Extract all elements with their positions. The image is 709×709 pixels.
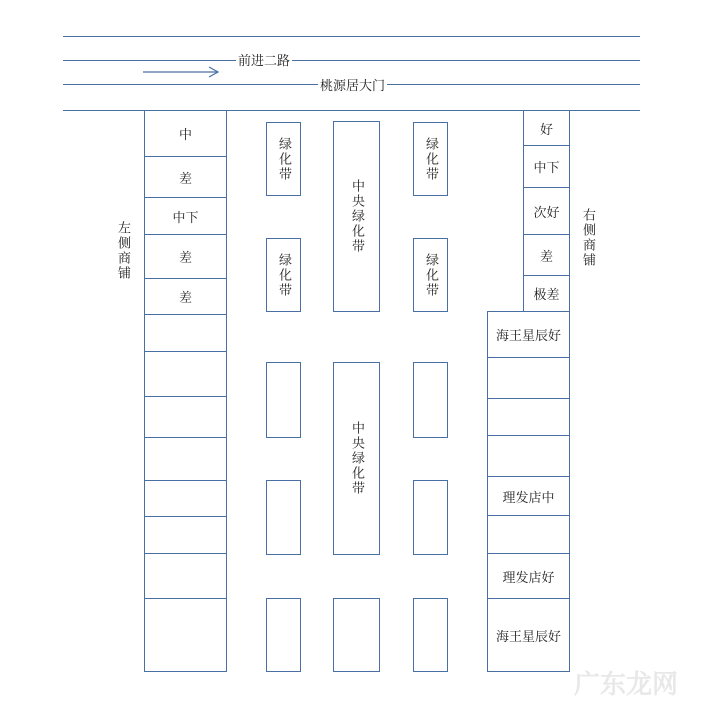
left-shop-1: 中 (144, 110, 227, 157)
left-shop-9 (144, 437, 227, 481)
direction-arrow-icon (143, 66, 223, 78)
left-shops-label: 左侧商铺 (115, 221, 130, 281)
right-shop-upper-4: 差 (523, 234, 570, 276)
road-name: 前进二路 (236, 50, 292, 69)
central-green-belt-2: 中央绿化带 (333, 362, 380, 555)
left-shop-4: 差 (144, 234, 227, 279)
left-shop-2: 差 (144, 156, 227, 198)
left-shop-12 (144, 553, 227, 599)
road-line-1 (63, 36, 640, 37)
right-shops-label: 右侧商铺 (580, 208, 595, 268)
right-shop-lower-8: 海王星辰好 (487, 598, 570, 672)
right-shop-upper-3: 次好 (523, 187, 570, 235)
right-shop-lower-7: 理发店好 (487, 553, 570, 599)
right-shop-lower-2 (487, 357, 570, 399)
left-shop-7 (144, 351, 227, 397)
right-shop-lower-3 (487, 398, 570, 436)
right-shop-lower-4 (487, 435, 570, 477)
green-belt-right-3 (413, 362, 448, 438)
right-shop-lower-6 (487, 515, 570, 554)
right-shop-lower-1: 海王星辰好 (487, 311, 570, 358)
left-shop-13 (144, 598, 227, 672)
green-belt-left-1: 绿化带 (266, 122, 301, 196)
green-belt-left-4 (266, 480, 301, 555)
green-belt-right-4 (413, 480, 448, 555)
green-belt-left-2: 绿化带 (266, 238, 301, 312)
green-belt-left-5 (266, 598, 301, 672)
right-shop-upper-5: 极差 (523, 275, 570, 312)
right-shop-upper-1: 好 (523, 110, 570, 146)
left-shop-11 (144, 516, 227, 554)
left-shop-8 (144, 396, 227, 438)
watermark: 广东龙网 (574, 670, 679, 700)
left-shop-10 (144, 480, 227, 517)
road-line-2 (63, 60, 640, 61)
right-shop-upper-2: 中下 (523, 145, 570, 188)
gate-label: 桃源居大门 (318, 75, 387, 94)
left-shop-6 (144, 314, 227, 352)
central-green-belt-3 (333, 598, 380, 672)
green-belt-right-5 (413, 598, 448, 672)
left-shop-3: 中下 (144, 197, 227, 235)
green-belt-right-2: 绿化带 (413, 238, 448, 312)
left-shop-5: 差 (144, 278, 227, 315)
central-green-belt-1: 中央绿化带 (333, 121, 380, 312)
green-belt-right-1: 绿化带 (413, 122, 448, 196)
right-shop-lower-5: 理发店中 (487, 476, 570, 516)
green-belt-left-3 (266, 362, 301, 438)
